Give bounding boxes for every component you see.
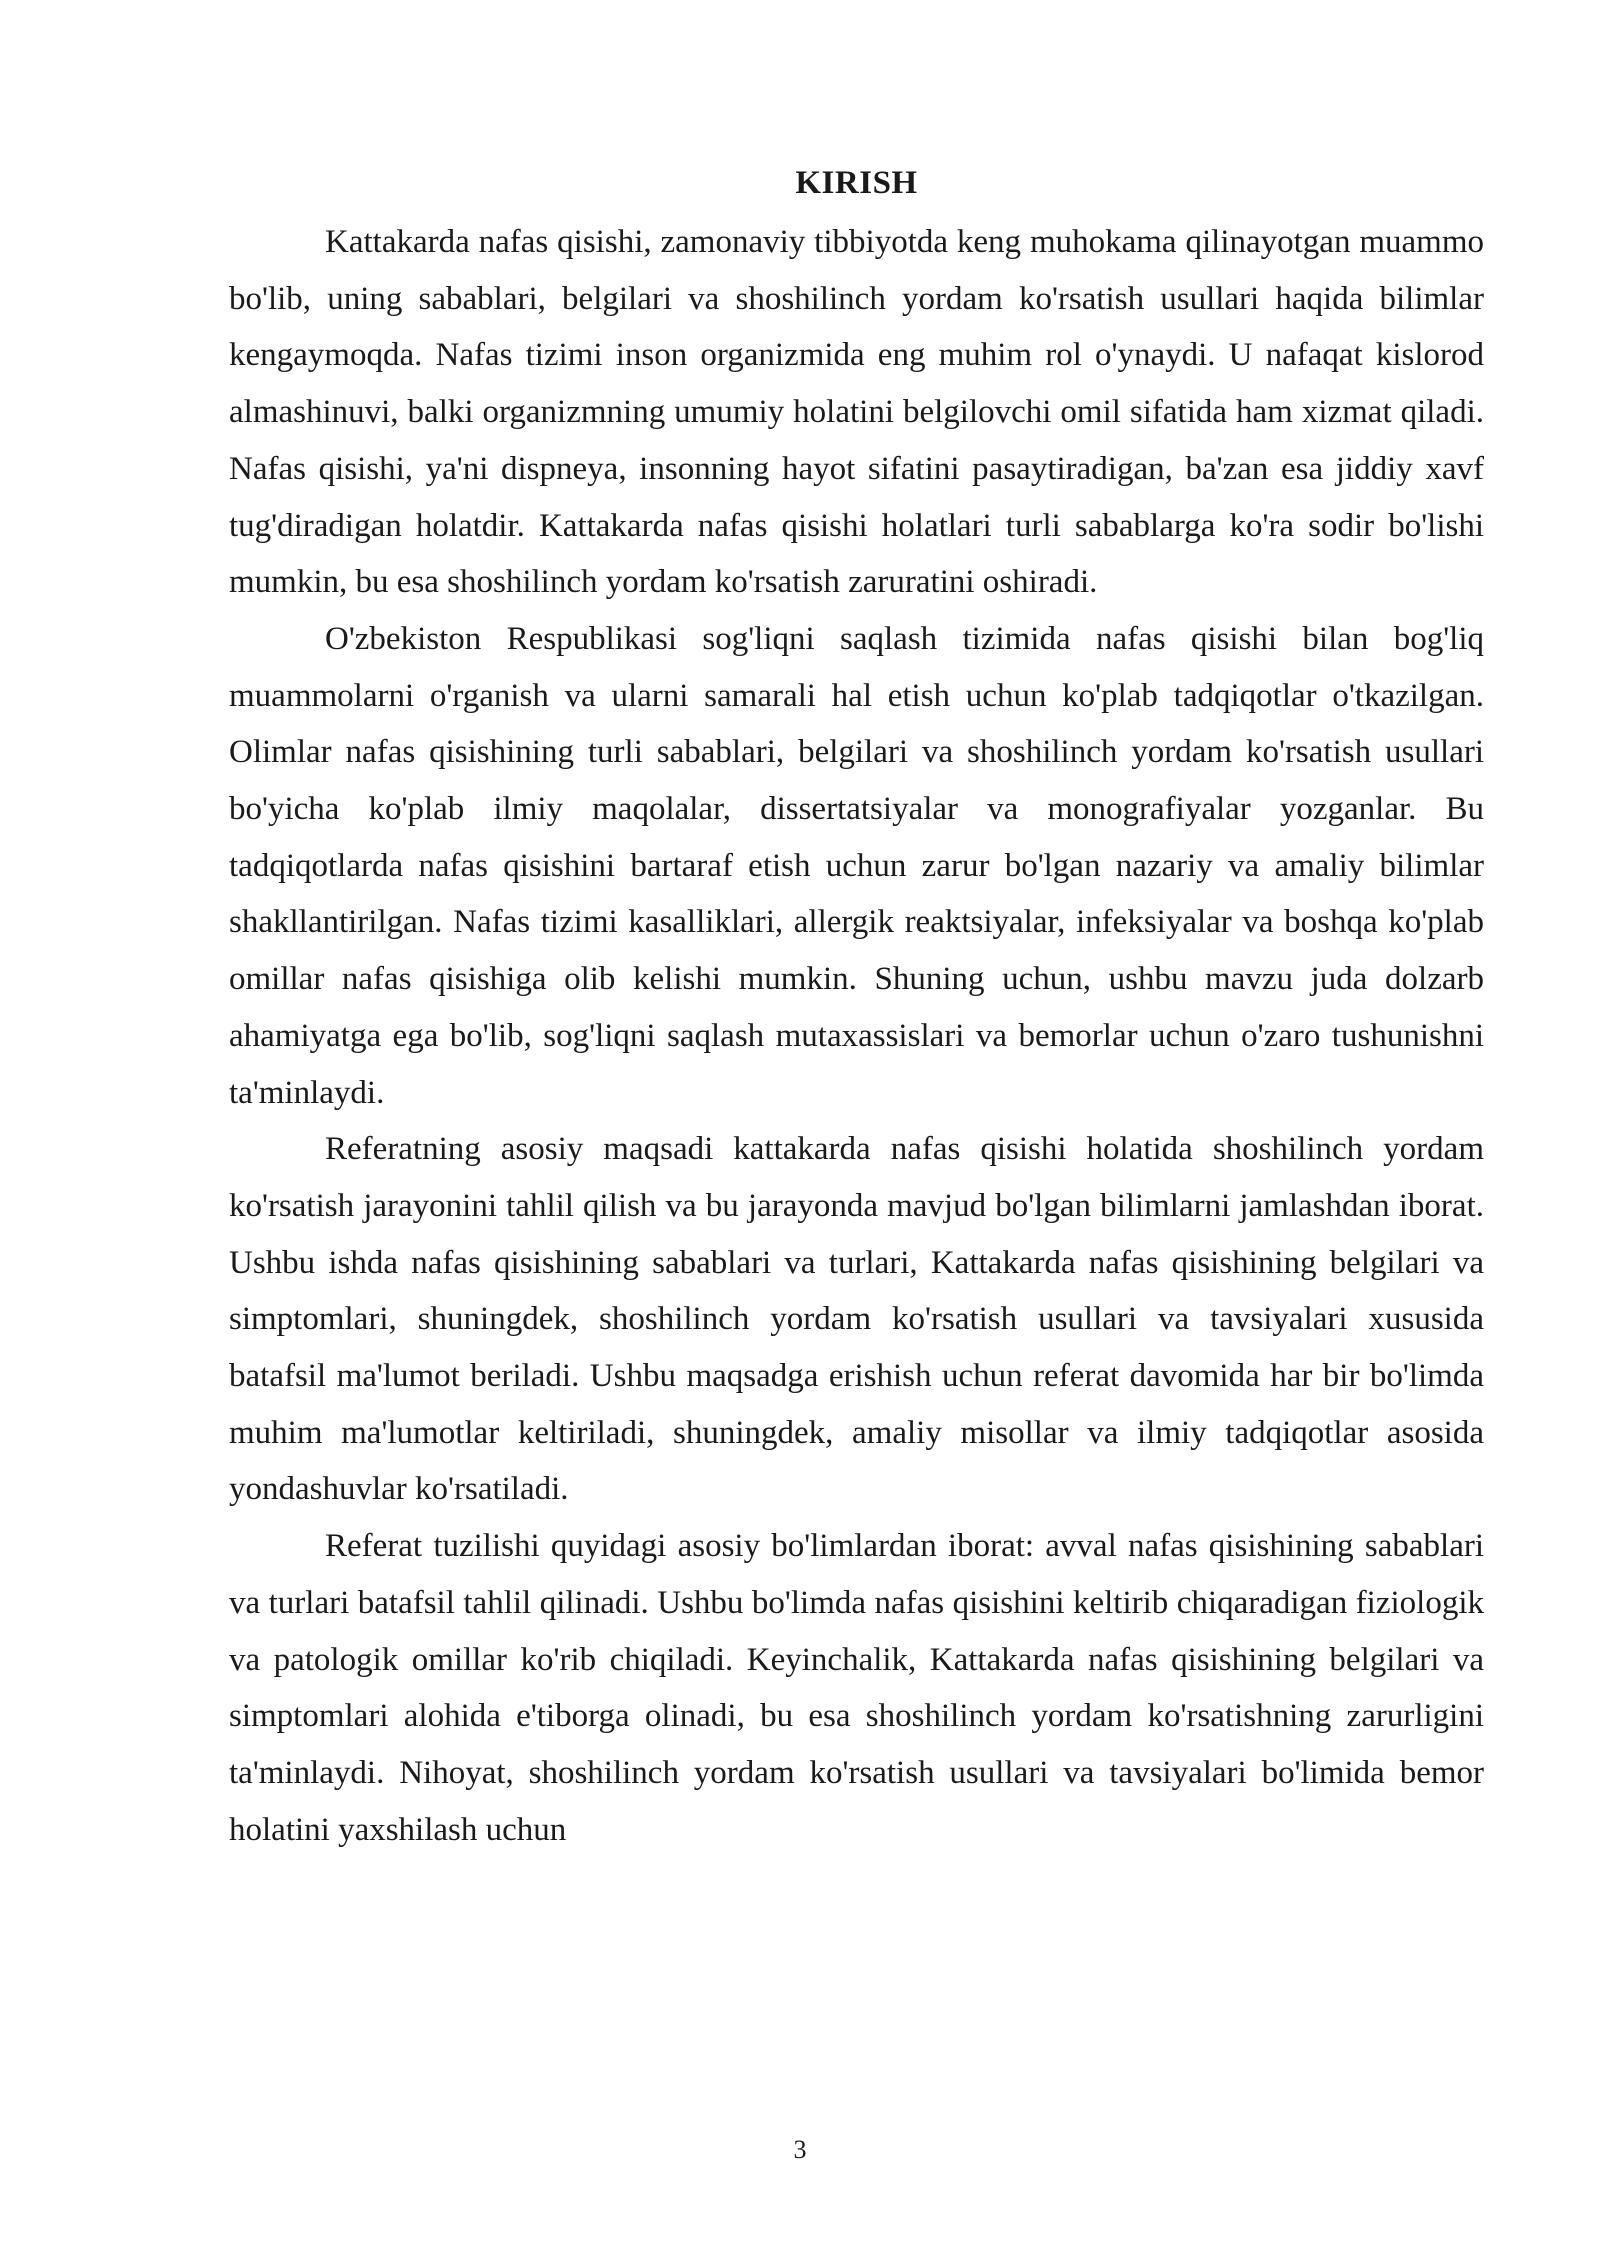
paragraph-4: Referat tuzilishi quyidagi asosiy bo'limlardan iborat: avval nafas qisishining sabablari va turlari batafsil tahlil qilinadi. Ushbu bo'limda nafas qisishini keltirib chiqaradigan fiziologik va patologik omillar ko'rib chiqiladi. Keyinchalik, Kattakarda nafas qisishining belgilari va simptomlari alohida e'tiborga olinadi, bu esa shoshilinch yordam ko'rsatishning zarurligini ta'minlaydi. Nihoyat, shoshilinch yordam ko'rsatish usullari va tavsiyalari bo'limida bemor holatini yaxshilash uchun xyxy=(229,1528,1484,1848)
paragraph-2: O'zbekiston Respublikasi sog'liqni saqlash tizimida nafas qisishi bilan bog'liq muammolarni o'rganish va ularni samarali hal etish uchun ko'plab tadqiqotlar o'tkazilgan. Olimlar nafas qisishining turli sabablari, belgilari va shoshilinch yordam ko'rsatish usullari bo'yicha ko'plab ilmiy maqolalar, dissertatsiyalar va monografiyalar yozganlar. Bu tadqiqotlarda nafas qisishini bartaraf etish uchun zarur bo'lgan nazariy va amaliy bilimlar shakllantirilgan. Nafas tizimi kasalliklari, allergik reaktsiyalar, infeksiyalar va boshqa ko'plab omillar nafas qisishiga olib kelishi mumkin. Shuning uchun, ushbu mavzu juda dolzarb ahamiyatga ega bo'lib, sog'liqni saqlash mutaxassislari va bemorlar uchun o'zaro tushunishni ta'minlaydi. xyxy=(229,620,1484,1111)
page-content xyxy=(229,162,1484,1858)
section-title: KIRISH xyxy=(795,165,918,201)
paragraph-1: Kattakarda nafas qisishi, zamonaviy tibbiyotda keng muhokama qilinayotgan muammo bo'lib, uning sabablari, belgilari va shoshilinch yordam ko'rsatish usullari haqida bilimlar kengaymoqda. Nafas tizimi inson organizmida eng muhim rol o'ynaydi. U nafaqat kislorod almashinuvi, balki organizmning umumiy holatini belgilovchi omil sifatida ham xizmat qiladi. Nafas qisishi, ya'ni dispneya, insonning hayot sifatini pasaytiradigan, ba'zan esa jiddiy xavf tug'diradigan holatdir. Kattakarda nafas qisishi holatlari turli sabablarga ko'ra sodir bo'lishi mumkin, bu esa shoshilinch yordam ko'rsatish zaruratini oshiradi. xyxy=(229,224,1484,601)
paragraph-3: Referatning asosiy maqsadi kattakarda nafas qisishi holatida shoshilinch yordam ko'rsatish jarayonini tahlil qilish va bu jarayonda mavjud bo'lgan bilimlarni jamlashdan iborat. Ushbu ishda nafas qisishining sabablari va turlari, Kattakarda nafas qisishining belgilari va simptomlari, shuningdek, shoshilinch yordam ko'rsatish usullari va tavsiyalari xususida batafsil ma'lumot beriladi. Ushbu maqsadga erishish uchun referat davomida har bir bo'limda muhim ma'lumotlar keltiriladi, shuningdek, amaliy misollar va ilmiy tadqiqotlar asosida yondashuvlar ko'rsatiladi. xyxy=(229,1131,1484,1508)
page-number: 3 xyxy=(793,2135,807,2164)
